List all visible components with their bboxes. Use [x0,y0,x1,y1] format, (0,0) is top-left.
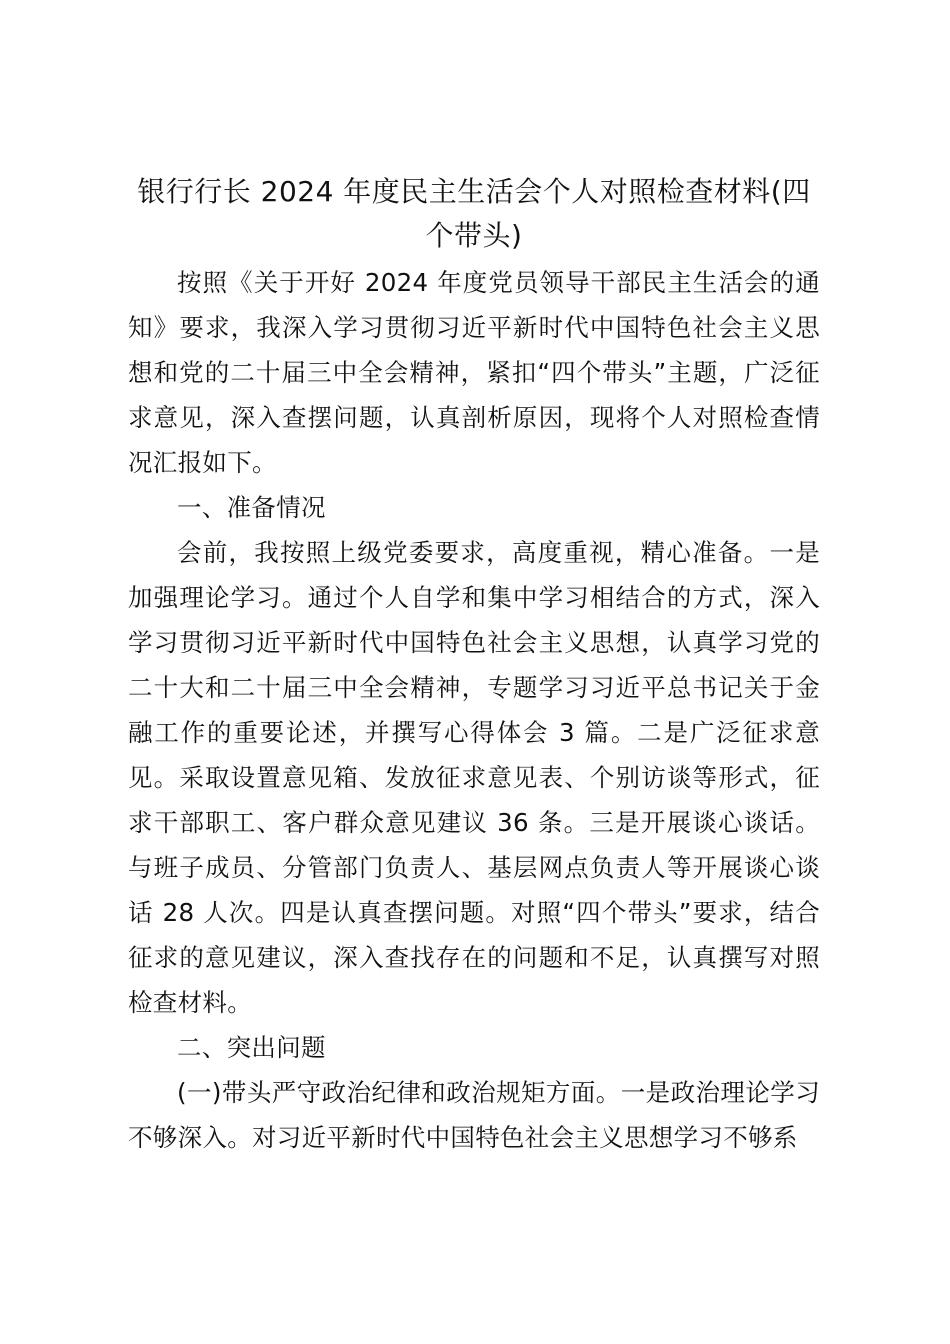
document-content [128,170,820,1160]
document-title: 银行行长 2024 年度民主生活会个人对照检查材料(四个带头) [137,175,811,252]
section-heading-preparation: 一、准备情况 [177,493,326,522]
problems-paragraph: (一)带头严守政治纪律和政治规矩方面。一是政治理论学习不够深入。对习近平新时代中国特色社会主义思想学习不够系 [128,1078,820,1152]
section-heading-problems: 二、突出问题 [177,1033,326,1062]
intro-paragraph: 按照《关于开好 2024 年度党员领导干部民主生活会的通知》要求，我深入学习贯彻习近平新时代中国特色社会主义思想和党的二十届三中全会精神，紧扣“四个带头”主题，广泛征求意见，深入查摆问题，认真剖析原因，现将个人对照检查情况汇报如下。 [128,268,820,477]
preparation-paragraph: 会前，我按照上级党委要求，高度重视，精心准备。一是加强理论学习。通过个人自学和集中学习相结合的方式，深入学习贯彻习近平新时代中国特色社会主义思想，认真学习党的二十大和二十届三中全会精神，专题学习习近平总书记关于金融工作的重要论述，并撰写心得体会 3 篇。二是广泛征求意见。采取设置意见箱、发放征求意见表、个别访谈等形式，征求干部职工、客户群众意见建议 36 条。三是开展谈心谈话。与班子成员、分管部门负责人、基层网点负责人等开展谈心谈话 28 人次。四是认真查摆问题。对照“四个带头”要求，结合征求的意见建议，深入查找存在的问题和不足，认真撰写对照检查材料。 [128,538,820,1017]
